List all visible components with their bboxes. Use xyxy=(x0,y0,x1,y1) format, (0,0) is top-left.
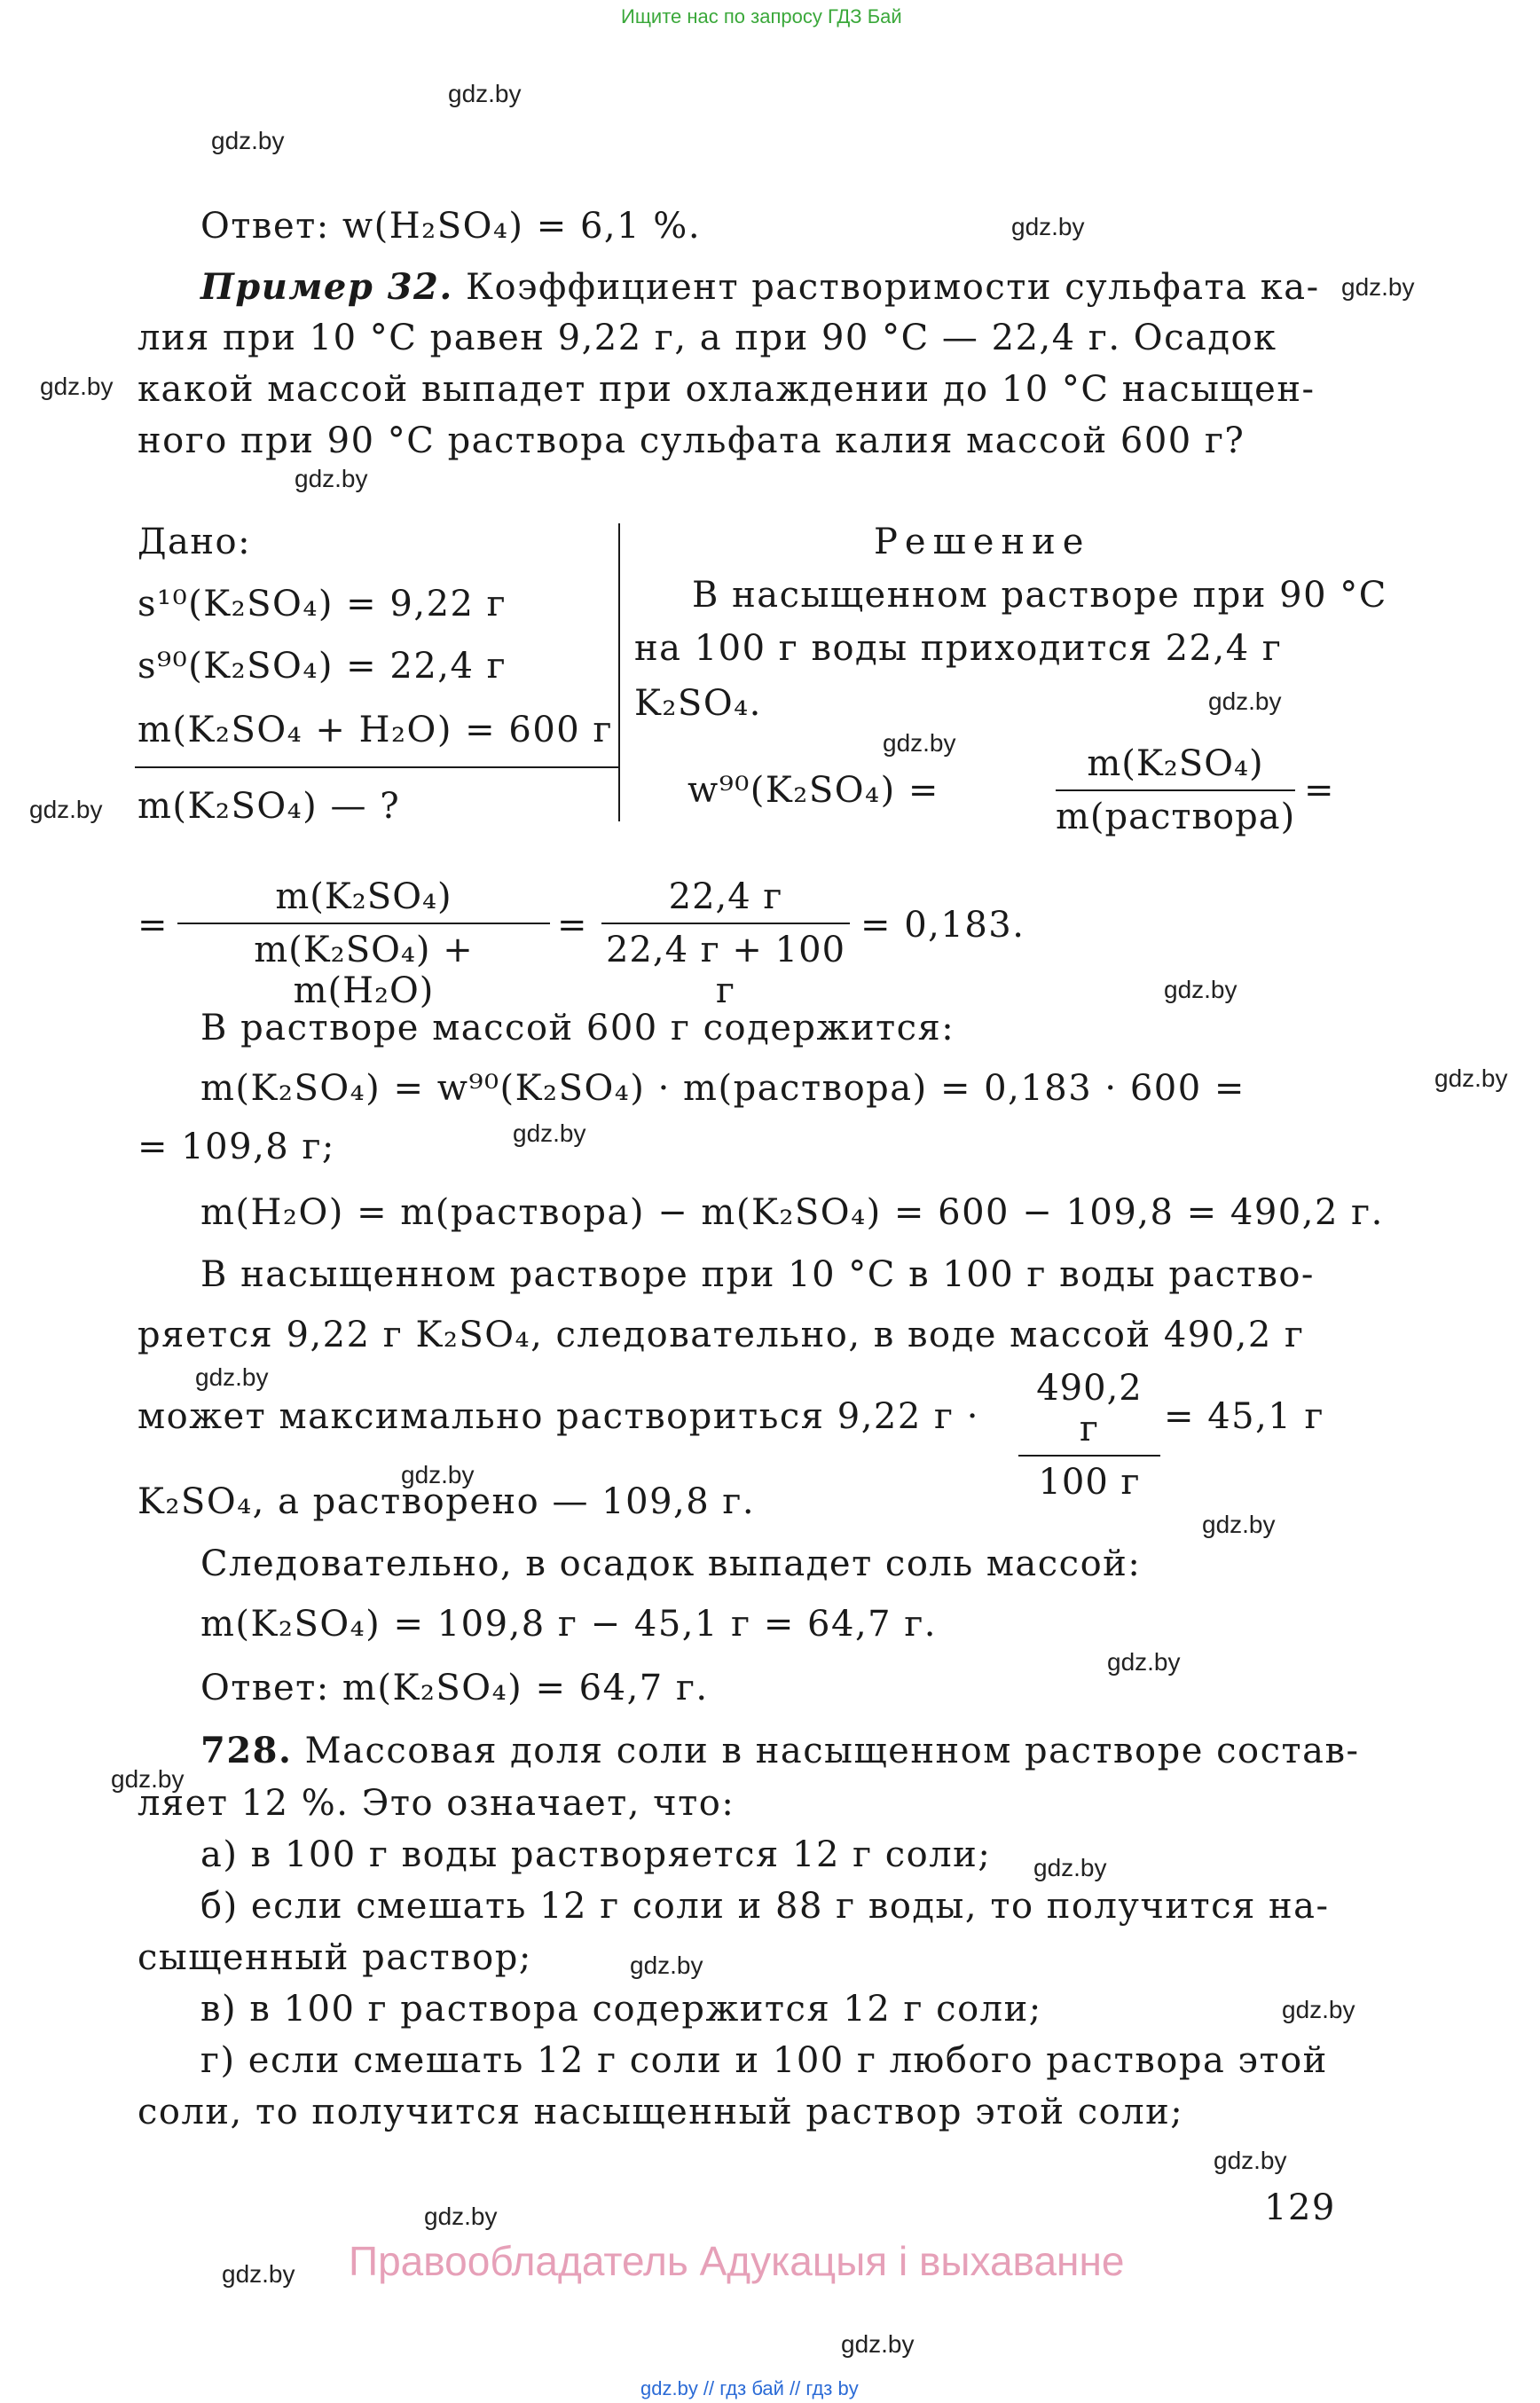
example-label: Пример 32. xyxy=(200,266,453,308)
formula-line: = 109,8 г; xyxy=(138,1127,335,1167)
top-search-link[interactable]: Ищите нас по запросу ГДЗ Бай xyxy=(621,5,902,27)
given-title: Дано: xyxy=(138,522,252,562)
fraction-denominator: m(раствора) xyxy=(1056,797,1296,837)
given-item: m(K₂SO₄ + H₂O) = 600 г xyxy=(138,710,613,750)
example-text: Коэффициент растворимости сульфата ка- xyxy=(452,267,1320,308)
task-number: 728. xyxy=(200,1730,293,1771)
solution-line: В насыщенном растворе при 90 °С xyxy=(692,575,1387,616)
equals-sign: = xyxy=(1304,770,1336,811)
formula-line: m(K₂SO₄) = 109,8 г − 45,1 г = 64,7 г. xyxy=(200,1604,937,1645)
fraction-numerator: 22,4 г xyxy=(601,876,850,924)
option-c: в) в 100 г раствора содержится 12 г соли; xyxy=(200,1989,1042,2030)
watermark: gdz.by xyxy=(630,1951,703,1979)
body-line: = 45,1 г xyxy=(1164,1396,1324,1437)
body-line: ряется 9,22 г K₂SO₄, следовательно, в воде массой 490,2 г xyxy=(138,1315,1305,1355)
formula-line: m(K₂SO₄) = w⁹⁰(K₂SO₄) · m(раствора) = 0,183 · 600 = xyxy=(200,1068,1245,1109)
example-line-2: лия при 10 °С равен 9,22 г, а при 90 °С — 22,4 г. Осадок xyxy=(138,318,1277,358)
example-line-3: какой массой выпадет при охлаждении до 10 °С насыщен- xyxy=(138,369,1316,410)
watermark: gdz.by xyxy=(841,2330,915,2358)
option-a: а) в 100 г воды растворяется 12 г соли; xyxy=(200,1834,992,1875)
watermark: gdz.by xyxy=(295,465,368,492)
body-line: Следовательно, в осадок выпадет соль массой: xyxy=(200,1543,1142,1584)
solution-line: на 100 г воды приходится 22,4 г xyxy=(634,628,1283,669)
option-b-cont: сыщенный раствор; xyxy=(138,1937,532,1978)
option-d-cont: соли, то получится насыщенный раствор этой соли; xyxy=(138,2092,1184,2132)
watermark: gdz.by xyxy=(40,373,114,400)
watermark: gdz.by xyxy=(29,796,103,823)
watermark: gdz.by xyxy=(513,1119,586,1147)
watermark: gdz.by xyxy=(401,1461,475,1488)
watermark: gdz.by xyxy=(211,127,285,154)
fraction-numerator: m(K₂SO₄) xyxy=(177,876,550,924)
watermark: gdz.by xyxy=(1033,1854,1107,1881)
given-divider xyxy=(135,766,619,768)
watermark: gdz.by xyxy=(1214,2147,1287,2174)
watermark: gdz.by xyxy=(424,2203,498,2230)
given-item: s⁹⁰(K₂SO₄) = 22,4 г xyxy=(138,646,507,687)
solution-line: K₂SO₄. xyxy=(634,683,762,724)
fraction-numeric xyxy=(601,876,850,1011)
fraction-mass-over-sum xyxy=(177,876,550,1011)
watermark: gdz.by xyxy=(883,729,956,757)
example-line-1 xyxy=(200,266,1320,308)
body-line: В растворе массой 600 г содержится: xyxy=(200,1008,955,1048)
fraction-denominator: m(K₂SO₄) + m(H₂O) xyxy=(254,930,474,1011)
equation-result: = 0,183. xyxy=(860,905,1025,946)
fraction-denominator: 22,4 г + 100 г xyxy=(605,930,846,1011)
body-line: K₂SO₄, а растворено — 109,8 г. xyxy=(138,1481,756,1522)
task-line-2: ляет 12 %. Это означает, что: xyxy=(138,1783,735,1824)
fraction-numerator: 490,2 г xyxy=(1018,1368,1160,1457)
body-line: В насыщенном растворе при 10 °С в 100 г воды раство- xyxy=(200,1254,1315,1295)
formula-line: m(H₂O) = m(раствора) − m(K₂SO₄) = 600 − 109,8 = 490,2 г. xyxy=(200,1192,1384,1233)
body-line: может максимально раствориться 9,22 г · xyxy=(138,1396,979,1437)
task-line-1 xyxy=(200,1730,1360,1771)
given-separator xyxy=(618,523,620,821)
equals-sign: = xyxy=(138,905,169,946)
option-d: г) если смешать 12 г соли и 100 г любого раствора этой xyxy=(200,2040,1328,2081)
option-b: б) если смешать 12 г соли и 88 г воды, то получится на- xyxy=(200,1886,1330,1927)
watermark: gdz.by xyxy=(1107,1648,1181,1676)
watermark: gdz.by xyxy=(1341,273,1415,301)
bottom-links[interactable]: gdz.by // гдз бай // гдз by xyxy=(640,2377,859,2399)
fraction-denominator: 100 г xyxy=(1038,1462,1141,1503)
solution-title: Решение xyxy=(874,522,1091,562)
given-item: s¹⁰(K₂SO₄) = 9,22 г xyxy=(138,584,507,624)
watermark: gdz.by xyxy=(1164,976,1238,1003)
watermark: gdz.by xyxy=(1282,1996,1355,2023)
watermark: gdz.by xyxy=(195,1363,269,1391)
fraction-solubility xyxy=(1018,1368,1160,1503)
page-number: 129 xyxy=(1264,2187,1336,2228)
task-text: Массовая доля соли в насыщенном растворе состав- xyxy=(292,1731,1360,1771)
answer-line: Ответ: w(H₂SO₄) = 6,1 %. xyxy=(200,206,702,247)
watermark: gdz.by xyxy=(448,80,522,107)
equals-sign: = xyxy=(557,905,589,946)
fraction-numerator: m(K₂SO₄) xyxy=(1056,743,1295,791)
watermark: gdz.by xyxy=(222,2260,295,2288)
watermark: gdz.by xyxy=(1434,1064,1508,1092)
answer-line: Ответ: m(K₂SO₄) = 64,7 г. xyxy=(200,1668,709,1708)
watermark: gdz.by xyxy=(1011,213,1085,240)
example-line-4: ного при 90 °С раствора сульфата калия массой 600 г? xyxy=(138,420,1245,461)
find-item: m(K₂SO₄) — ? xyxy=(138,786,401,827)
copyright-notice: Правообладатель Адукацыя і выхаванне xyxy=(349,2238,1125,2284)
fraction-mass-over-solution xyxy=(1056,743,1295,837)
watermark: gdz.by xyxy=(1208,687,1282,715)
watermark: gdz.by xyxy=(1202,1511,1276,1538)
mass-fraction-lhs: w⁹⁰(K₂SO₄) = xyxy=(688,770,939,811)
watermark: gdz.by xyxy=(111,1765,185,1793)
